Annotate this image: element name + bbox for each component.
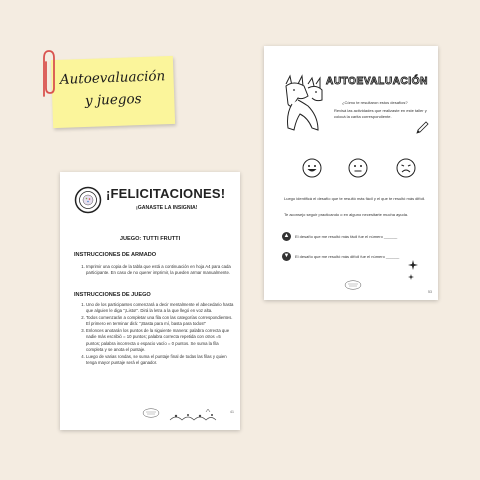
easy-challenge-line: El desafío que me resultó más fácil fue el número ______ [295,234,398,239]
game-heading: INSTRUCCIONES DE JUEGO [74,292,151,298]
setup-step: 1. Imprimir una copia de la tabla que está a continuación en hoja A4 para cada participante. En caso de no querer imprimir, la pueden armar manualmente. [86,264,234,276]
game-step: 3. Enlonces anotarán los puntos de la siguiente manera: palabra correcta que nadie más escribió = 10 puntos; palabra correcta repetida con otros =5 puntos; palabra incorrecta o espacio vacío = 0 puntos. Se suma la fila completa y se anota el puntaje. [86,328,234,352]
sticky-note-line2: y juegos [84,91,142,109]
right-page [264,46,438,300]
sad-face-icon [396,158,416,178]
dog-illustration-icon [272,74,326,136]
logo-badge-icon [142,408,160,418]
sparkle-icon [406,258,420,284]
sticky-note-line1: Autoevaluación [59,68,166,88]
setup-steps-list [80,264,234,277]
right-page-number: 53 [428,290,432,294]
advice-text: Te aconsejo seguir practicando o en alguno necesitarte mucha ayuda. [284,212,409,217]
game-step: 1. Uno de los participantes comenzará a decir mentalmente el abecedario hasta que alguien le diga "¡Listo!". Dirá la letra a la que llegó en voz alta. [86,302,234,314]
hard-challenge-line: El desafío que me resultó más difícil fue el número ______ [295,254,400,259]
left-page-subtitle: ¡GANASTE LA INSIGNIA! [136,205,198,211]
left-page-title: ¡FELICITACIONES! [106,186,226,201]
self-eval-question: ¿Cómo te resultaron estos desafíos? [342,100,408,105]
medal-icon [74,186,102,214]
neutral-face-icon [348,158,368,178]
happy-face-icon [302,158,322,178]
left-page [60,172,240,430]
setup-heading: INSTRUCCIONES DE ARMADO [74,252,157,258]
self-eval-instructions: Revisá las actividades que realizaste en este taller y colocá la carita correspondiente. [334,108,427,119]
left-page-number: 41 [230,410,234,414]
game-step: 2. Todos comenzarán a completar una fila con las categorías correspondientes. El primero en terminar dirá: "¡Basta para mí, basta para todos!" [86,315,234,327]
sticky-note [51,56,175,128]
logo-badge-icon [344,280,362,290]
paperclip-icon [36,48,60,100]
thumbs-down-icon: ▼ [283,253,290,259]
pencil-icon [414,120,430,136]
right-page-title: AUTOEVALUACIÓN [326,76,428,87]
game-title: JUEGO: TUTTI FRUTTI [119,236,181,242]
thumbs-up-icon: ▲ [283,233,290,239]
game-step: 4. Luego de varias rondas, se suma el puntaje final de todas las filas y quien tenga mayor puntaje será el ganador. [86,354,234,366]
identify-text: Luego identificá el desafío que te resultó más fácil y el que te resultó más difícil. [284,196,426,201]
game-steps-list [80,302,234,367]
